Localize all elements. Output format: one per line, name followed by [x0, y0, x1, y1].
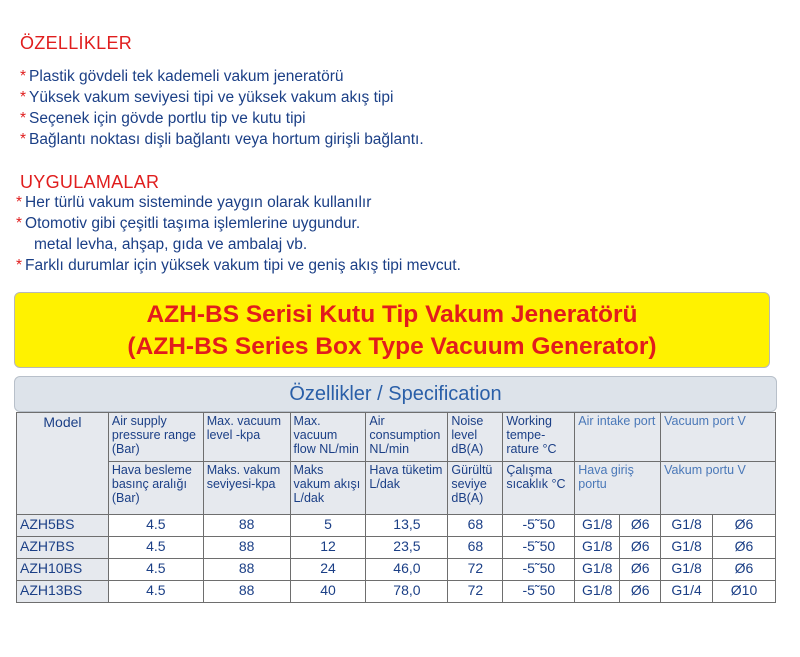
table-row — [17, 537, 776, 559]
table-cell: G1/8 — [575, 581, 620, 603]
table-cell: 88 — [203, 559, 290, 581]
header-cell: Air supply pressure range (Bar) — [108, 413, 203, 462]
spec-title: Özellikler / Specification — [14, 376, 777, 412]
model-cell: AZH5BS — [17, 515, 109, 537]
header-cell: Hava besleme basınç aralığı (Bar) — [108, 462, 203, 515]
list-item: * Her türlü vakum sisteminde yaygın olarak kullanılır — [16, 194, 372, 211]
bullet-star-icon: * — [20, 110, 27, 127]
table-row — [17, 559, 776, 581]
table-cell: -5˜50 — [503, 559, 575, 581]
table-cell: 4.5 — [108, 559, 203, 581]
header-cell: Gürültü seviye dB(A) — [448, 462, 503, 515]
table-cell: 68 — [448, 537, 503, 559]
table-header-row-tr — [17, 462, 776, 515]
table-cell: 72 — [448, 559, 503, 581]
header-cell: Working tempe-rature °C — [503, 413, 575, 462]
header-cell: Vakum portu V — [661, 462, 776, 515]
header-cell: Maks vakum akışı L/dak — [290, 462, 366, 515]
header-cell: Hava tüketim L/dak — [366, 462, 448, 515]
bullet-star-icon: * — [20, 89, 27, 106]
list-item: * Seçenek için gövde portlu tip ve kutu tipi — [20, 110, 306, 127]
table-cell: 4.5 — [108, 515, 203, 537]
table-cell: 4.5 — [108, 581, 203, 603]
header-cell: Hava giriş portu — [575, 462, 661, 515]
header-cell: Max. vacuum level -kpa — [203, 413, 290, 462]
table-cell: G1/8 — [575, 537, 620, 559]
bullet-star-icon: * — [20, 131, 27, 148]
table-cell: Ø6 — [620, 559, 661, 581]
header-cell: Maks. vakum seviyesi-kpa — [203, 462, 290, 515]
table-cell: 78,0 — [366, 581, 448, 603]
table-cell: Ø6 — [713, 559, 776, 581]
applications-list — [16, 192, 461, 276]
table-cell: -5˜50 — [503, 515, 575, 537]
features-title: ÖZELLİKLER — [20, 33, 133, 53]
table-cell: 5 — [290, 515, 366, 537]
header-cell: Max. vacuum flow NL/min — [290, 413, 366, 462]
header-cell: Air consumption NL/min — [366, 413, 448, 462]
table-cell: G1/4 — [661, 581, 713, 603]
header-cell: Air intake port — [575, 413, 661, 462]
list-item: * Bağlantı noktası dişli bağlantı veya hortum girişli bağlantı. — [20, 131, 424, 148]
model-cell: AZH10BS — [17, 559, 109, 581]
banner-title-tr: AZH-BS Serisi Kutu Tip Vakum Jeneratörü — [146, 301, 638, 328]
bullet-star-icon: * — [16, 194, 23, 211]
table-cell: 4.5 — [108, 537, 203, 559]
table-header-row-en — [17, 413, 776, 462]
table-cell: 88 — [203, 537, 290, 559]
table-cell: 13,5 — [366, 515, 448, 537]
table-cell: 23,5 — [366, 537, 448, 559]
model-cell: AZH13BS — [17, 581, 109, 603]
table-cell: 40 — [290, 581, 366, 603]
list-item: * Yüksek vakum seviyesi tipi ve yüksek vakum akış tipi — [20, 89, 394, 106]
table-cell: G1/8 — [575, 559, 620, 581]
features-list — [20, 66, 424, 150]
header-cell: Vacuum port V — [661, 413, 776, 462]
header-cell: Çalışma sıcaklık °C — [503, 462, 575, 515]
model-cell: AZH7BS — [17, 537, 109, 559]
list-item: * Farklı durumlar için yüksek vakum tipi ve geniş akış tipi mevcut. — [16, 257, 461, 274]
table-cell: Ø10 — [713, 581, 776, 603]
table-cell: 88 — [203, 515, 290, 537]
table-cell: Ø6 — [620, 515, 661, 537]
table-cell: 46,0 — [366, 559, 448, 581]
list-item: metal levha, ahşap, gıda ve ambalaj vb. — [34, 236, 308, 253]
product-banner — [14, 292, 770, 368]
table-cell: G1/8 — [661, 537, 713, 559]
table-cell: G1/8 — [575, 515, 620, 537]
spec-table — [16, 412, 776, 603]
table-cell: Ø6 — [620, 581, 661, 603]
table-row — [17, 581, 776, 603]
table-cell: Ø6 — [713, 537, 776, 559]
applications-title: UYGULAMALAR — [20, 172, 160, 192]
banner-title-en: (AZH-BS Series Box Type Vacuum Generator) — [127, 333, 657, 360]
table-row — [17, 515, 776, 537]
model-header: Model — [17, 413, 109, 515]
table-cell: G1/8 — [661, 515, 713, 537]
table-cell: 24 — [290, 559, 366, 581]
table-cell: 72 — [448, 581, 503, 603]
table-cell: 88 — [203, 581, 290, 603]
header-cell: Noise level dB(A) — [448, 413, 503, 462]
table-cell: -5˜50 — [503, 537, 575, 559]
table-cell: G1/8 — [661, 559, 713, 581]
table-cell: -5˜50 — [503, 581, 575, 603]
bullet-star-icon: * — [16, 257, 23, 274]
list-item: * Otomotiv gibi çeşitli taşıma işlemlerine uygundur. — [16, 215, 361, 232]
list-item: * Plastik gövdeli tek kademeli vakum jeneratörü — [20, 68, 344, 85]
bullet-star-icon: * — [16, 215, 23, 232]
table-cell: Ø6 — [713, 515, 776, 537]
table-cell: 12 — [290, 537, 366, 559]
table-cell: 68 — [448, 515, 503, 537]
table-cell: Ø6 — [620, 537, 661, 559]
bullet-star-icon: * — [20, 68, 27, 85]
